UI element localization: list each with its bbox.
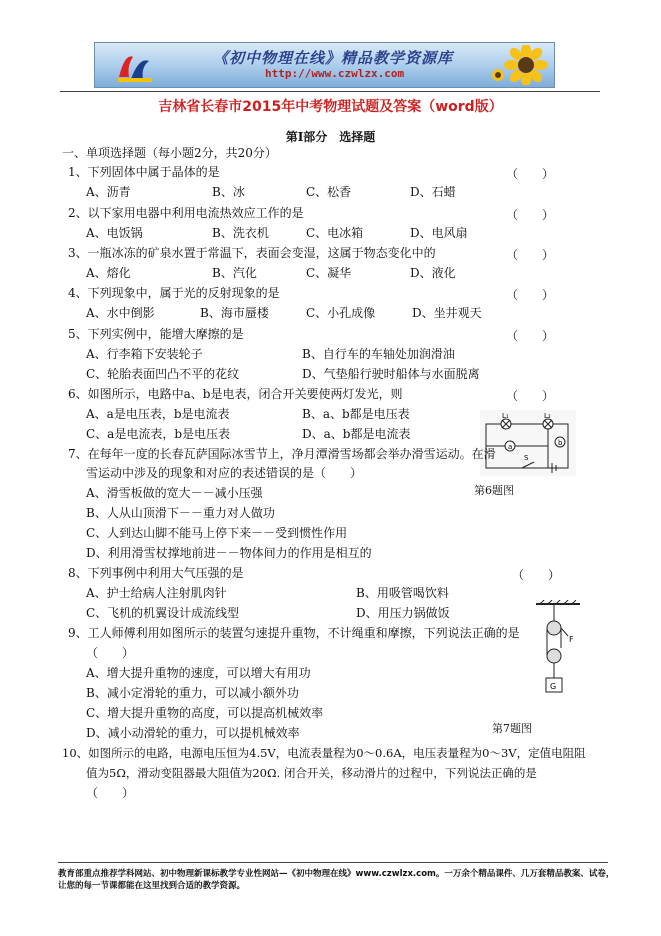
option: C、松香	[306, 185, 352, 199]
option: D、利用滑雪杖撑地前进－－物体间力的作用是相互的	[86, 546, 372, 560]
option: A、沥青	[86, 185, 131, 199]
figure-7-caption: 第7题图	[492, 722, 532, 735]
figure-7-pulley	[532, 600, 584, 700]
fig6-label-l1: L₁	[502, 412, 509, 420]
answer-blank: （ ）	[506, 389, 555, 403]
question-stem: 3、一瓶冰冻的矿泉水置于常温下，表面会变湿，这属于物态变化中的	[68, 246, 436, 260]
header-banner	[94, 42, 555, 88]
option: C、凝华	[306, 266, 352, 280]
fig6-label-a: a	[508, 443, 513, 451]
option: C、轮胎表面凹凸不平的花纹	[86, 367, 240, 381]
fig7-label-g: G	[550, 682, 557, 691]
option: D、液化	[410, 266, 456, 280]
option: A、行李箱下安装轮子	[86, 347, 203, 361]
answer-blank: （ ）	[512, 568, 561, 582]
fig6-label-b: b	[558, 439, 563, 447]
question-stem-line: （ ）	[86, 646, 135, 660]
question-stem: 4、下列现象中，属于光的反射现象的是	[68, 286, 280, 300]
option: B、减小定滑轮的重力，可以减小额外功	[86, 686, 299, 700]
question-stem-line: 10、如图所示的电路，电源电压恒为4.5V，电流表量程为0～0.6A，电压表量程为0～3V，定值电阻阻	[62, 746, 586, 760]
option: B、人从山顶滑下－－重力对人做功	[86, 506, 275, 520]
question-stem-line: （ ）	[86, 786, 135, 800]
option: B、海市蜃楼	[200, 306, 269, 320]
option: D、用压力锅做饭	[356, 606, 450, 620]
header-rule	[60, 91, 600, 92]
option: C、增大提升重物的高度，可以提高机械效率	[86, 706, 324, 720]
question-stem: 6、如图所示，电路中a、b是电表，闭合开关要使两灯发光，则	[68, 387, 403, 401]
option: B、用吸管喝饮料	[356, 586, 449, 600]
question-stem-line: 7、在每年一度的长春瓦萨国际冰雪节上，净月潭滑雪场都会举办滑雪运动。在滑	[68, 447, 496, 461]
option: D、电风扇	[410, 226, 468, 240]
site-logo-icon	[115, 47, 155, 85]
option: D、气垫船行驶时船体与水面脱离	[302, 367, 480, 381]
answer-blank: （ ）	[506, 248, 555, 262]
option: C、电冰箱	[306, 226, 364, 240]
section-header: 一、单项选择题（每小题2分，共20分）	[62, 146, 277, 160]
question-stem: 1、下列固体中属于晶体的是	[68, 165, 220, 179]
option: D、坐井观天	[412, 306, 482, 320]
fig6-label-l2: L₂	[544, 412, 551, 420]
question-stem: 8、下列事例中利用大气压强的是	[68, 566, 244, 580]
option: D、a、b都是电流表	[302, 427, 411, 441]
question-stem-line: 值为5Ω，滑动变阻器最大阻值为20Ω. 闭合开关，移动滑片的过程中，下列说法正确的是	[86, 766, 537, 780]
option: D、减小动滑轮的重力，可以提机械效率	[86, 726, 300, 740]
sunflower-icon	[488, 45, 548, 85]
option: B、a、b都是电压表	[302, 407, 410, 421]
figure-6-caption: 第6题图	[474, 484, 514, 497]
answer-blank: （ ）	[506, 288, 555, 302]
option: C、a是电流表，b是电压表	[86, 427, 231, 441]
option: A、护士给病人注射肌肉针	[86, 586, 227, 600]
option: B、自行车的车轴处加润滑油	[302, 347, 455, 361]
option: B、洗衣机	[212, 226, 269, 240]
option: C、飞机的机翼设计成流线型	[86, 606, 240, 620]
option: A、熔化	[86, 266, 131, 280]
banner-title: 《初中物理在线》精品教学资源库	[213, 49, 454, 67]
answer-blank: （ ）	[506, 329, 555, 343]
fig7-label-f: F	[569, 635, 574, 644]
question-stem-line: 9、工人师傅利用如图所示的装置匀速提升重物，不计绳重和摩擦，下列说法正确的是	[68, 626, 520, 640]
banner-url[interactable]: http://www.czwlzx.com	[265, 67, 405, 80]
option: A、滑雪板做的宽大－－减小压强	[86, 486, 263, 500]
document-title: 吉林省长春市2015年中考物理试题及答案（word版）	[158, 99, 503, 115]
option: A、电饭锅	[86, 226, 143, 240]
fig6-label-s: S	[524, 454, 529, 462]
footer-rule	[58, 862, 608, 863]
answer-blank: （ ）	[506, 167, 555, 181]
part-title: 第Ⅰ部分 选择题	[285, 130, 376, 144]
footer-text: 教育部重点推荐学科网站、初中物理新课标教学专业性网站—《初中物理在线》www.czwlzx.com。一万余个精品课件、几万套精品教案、试卷，让您的每一节课都能在这里找到合适的教学资源。	[58, 869, 615, 891]
question-stem: 5、下列实例中，能增大摩擦的是	[68, 327, 244, 341]
question-stem: 2、以下家用电器中利用电流热效应工作的是	[68, 206, 304, 220]
option: A、水中倒影	[86, 306, 155, 320]
option: A、a是电压表，b是电流表	[86, 407, 230, 421]
option: C、小孔成像	[306, 306, 376, 320]
option: B、冰	[212, 185, 245, 199]
option: D、石蜡	[410, 185, 456, 199]
option: A、增大提升重物的速度，可以增大有用功	[86, 666, 311, 680]
figure-6-circuit	[480, 410, 576, 476]
option: B、汽化	[212, 266, 257, 280]
answer-blank: （ ）	[506, 208, 555, 222]
question-stem-line: 雪运动中涉及的现象和对应的表述错误的是（ ）	[86, 466, 363, 480]
option: C、人到达山脚不能马上停下来－－受到惯性作用	[86, 526, 348, 540]
